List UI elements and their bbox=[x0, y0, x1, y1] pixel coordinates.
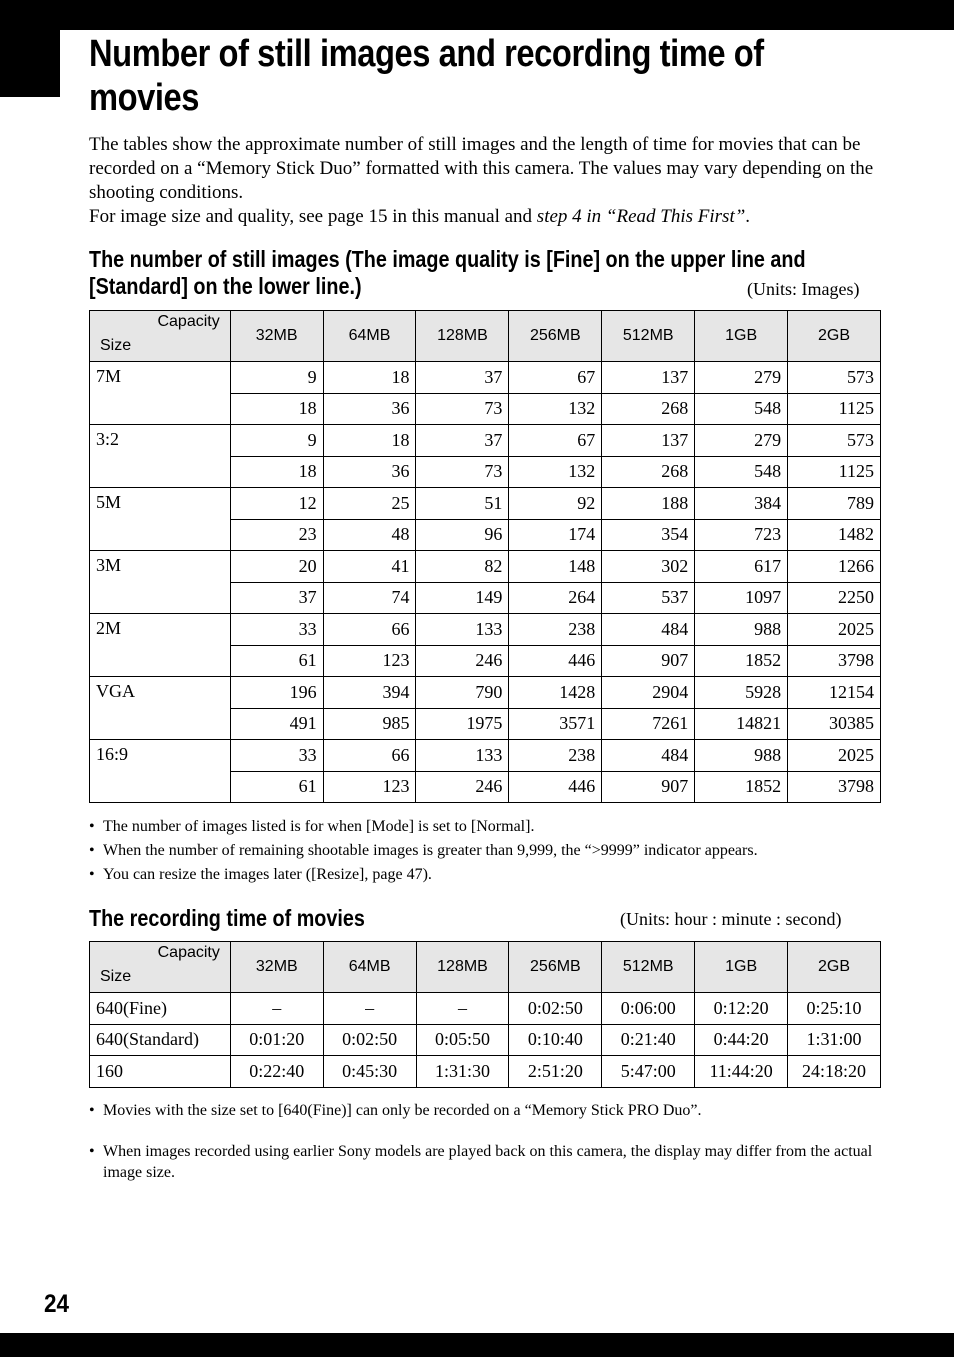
intro-text bbox=[89, 133, 889, 229]
fine-value-cell: 573 bbox=[788, 425, 881, 457]
standard-value-cell: 123 bbox=[323, 645, 416, 677]
fine-value-cell: 37 bbox=[416, 425, 509, 457]
intro-reference-link: step 4 in “Read This First” bbox=[536, 206, 746, 227]
standard-value-cell: 73 bbox=[416, 393, 509, 425]
standard-value-cell: 14821 bbox=[695, 708, 788, 740]
size-label: 7M bbox=[90, 362, 231, 425]
stills-header-corner bbox=[90, 311, 231, 362]
standard-value-cell: 268 bbox=[602, 393, 695, 425]
time-value-cell: 0:44:20 bbox=[695, 1024, 788, 1056]
fine-value-cell: 37 bbox=[416, 362, 509, 394]
time-value-cell: 0:45:30 bbox=[323, 1056, 416, 1088]
fine-value-cell: 18 bbox=[323, 362, 416, 394]
standard-value-cell: 1125 bbox=[788, 456, 881, 488]
standard-value-cell: 246 bbox=[416, 645, 509, 677]
fine-value-cell: 617 bbox=[695, 551, 788, 583]
fine-value-cell: 196 bbox=[230, 677, 323, 709]
standard-value-cell: 264 bbox=[509, 582, 602, 614]
column-header: 512MB bbox=[602, 311, 695, 362]
standard-value-cell: 3798 bbox=[788, 645, 881, 677]
header-size-label: Size bbox=[100, 337, 132, 354]
standard-value-cell: 30385 bbox=[788, 708, 881, 740]
size-label: 3M bbox=[90, 551, 231, 614]
bottom-black-bar bbox=[0, 1333, 954, 1357]
fine-value-cell: 33 bbox=[230, 740, 323, 772]
fine-value-cell: 384 bbox=[695, 488, 788, 520]
fine-value-cell: 1428 bbox=[509, 677, 602, 709]
fine-value-cell: 67 bbox=[509, 425, 602, 457]
fine-value-cell: 92 bbox=[509, 488, 602, 520]
fine-value-cell: 1266 bbox=[788, 551, 881, 583]
table-row bbox=[90, 677, 881, 709]
time-value-cell: 0:25:10 bbox=[788, 993, 881, 1025]
fine-value-cell: 238 bbox=[509, 614, 602, 646]
time-value-cell: – bbox=[230, 993, 323, 1025]
column-header: 32MB bbox=[230, 942, 323, 993]
standard-value-cell: 723 bbox=[695, 519, 788, 551]
fine-value-cell: 82 bbox=[416, 551, 509, 583]
size-label: 2M bbox=[90, 614, 231, 677]
time-value-cell: 0:02:50 bbox=[323, 1024, 416, 1056]
column-header: 256MB bbox=[509, 311, 602, 362]
movies-units-label: (Units: hour : minute : second) bbox=[620, 909, 842, 929]
standard-value-cell: 907 bbox=[602, 771, 695, 803]
fine-value-cell: 66 bbox=[323, 740, 416, 772]
time-value-cell: 0:22:40 bbox=[230, 1056, 323, 1088]
standard-value-cell: 246 bbox=[416, 771, 509, 803]
standard-value-cell: 36 bbox=[323, 393, 416, 425]
standard-value-cell: 907 bbox=[602, 645, 695, 677]
standard-value-cell: 548 bbox=[695, 456, 788, 488]
fine-value-cell: 9 bbox=[230, 362, 323, 394]
standard-value-cell: 96 bbox=[416, 519, 509, 551]
column-header: 1GB bbox=[695, 311, 788, 362]
movies-notes bbox=[89, 1100, 879, 1186]
page-title: Number of still images and recording time of movies bbox=[89, 33, 764, 119]
standard-value-cell: 548 bbox=[695, 393, 788, 425]
standard-value-cell: 18 bbox=[230, 393, 323, 425]
note-item: • When images recorded using earlier Sony models are played back on this camera, the display may differ from the actual image size. bbox=[89, 1141, 879, 1183]
time-value-cell: 0:01:20 bbox=[230, 1024, 323, 1056]
intro-paragraph-1: The tables show the approximate number of still images and the length of time for movies that can be recorded on a “Memory Stick Duo” formatted with this camera. The values may vary depending on the shooting conditions. bbox=[89, 134, 874, 203]
standard-value-cell: 23 bbox=[230, 519, 323, 551]
column-header: 64MB bbox=[323, 311, 416, 362]
time-value-cell: – bbox=[416, 993, 509, 1025]
standard-value-cell: 1852 bbox=[695, 771, 788, 803]
header-capacity-label: Capacity bbox=[157, 313, 220, 330]
size-label: 3:2 bbox=[90, 425, 231, 488]
time-value-cell: 11:44:20 bbox=[695, 1056, 788, 1088]
stills-heading-line-2: [Standard] on the lower line.) bbox=[89, 273, 362, 299]
fine-value-cell: 238 bbox=[509, 740, 602, 772]
time-value-cell: 0:02:50 bbox=[509, 993, 602, 1025]
standard-value-cell: 74 bbox=[323, 582, 416, 614]
column-header: 2GB bbox=[788, 311, 881, 362]
fine-value-cell: 5928 bbox=[695, 677, 788, 709]
fine-value-cell: 484 bbox=[602, 740, 695, 772]
table-row bbox=[90, 1056, 881, 1088]
time-value-cell: 0:05:50 bbox=[416, 1024, 509, 1056]
standard-value-cell: 37 bbox=[230, 582, 323, 614]
standard-value-cell: 491 bbox=[230, 708, 323, 740]
fine-value-cell: 573 bbox=[788, 362, 881, 394]
standard-value-cell: 7261 bbox=[602, 708, 695, 740]
time-value-cell: 24:18:20 bbox=[788, 1056, 881, 1088]
size-label: 640(Fine) bbox=[90, 993, 231, 1025]
standard-value-cell: 985 bbox=[323, 708, 416, 740]
table-row bbox=[90, 362, 881, 394]
fine-value-cell: 25 bbox=[323, 488, 416, 520]
intro-paragraph-2-suffix: . bbox=[745, 206, 751, 227]
table-row bbox=[90, 1024, 881, 1056]
movies-header-corner bbox=[90, 942, 231, 993]
fine-value-cell: 67 bbox=[509, 362, 602, 394]
fine-value-cell: 133 bbox=[416, 614, 509, 646]
fine-value-cell: 41 bbox=[323, 551, 416, 583]
fine-value-cell: 12 bbox=[230, 488, 323, 520]
standard-value-cell: 268 bbox=[602, 456, 695, 488]
standard-value-cell: 2250 bbox=[788, 582, 881, 614]
standard-value-cell: 123 bbox=[323, 771, 416, 803]
size-label: 160 bbox=[90, 1056, 231, 1088]
fine-value-cell: 302 bbox=[602, 551, 695, 583]
fine-value-cell: 988 bbox=[695, 740, 788, 772]
column-header: 64MB bbox=[323, 942, 416, 993]
intro-paragraph-2-prefix: For image size and quality, see page 15 in this manual and bbox=[89, 206, 537, 227]
standard-value-cell: 73 bbox=[416, 456, 509, 488]
time-value-cell: – bbox=[323, 993, 416, 1025]
time-value-cell: 5:47:00 bbox=[602, 1056, 695, 1088]
fine-value-cell: 988 bbox=[695, 614, 788, 646]
fine-value-cell: 394 bbox=[323, 677, 416, 709]
table-row bbox=[90, 740, 881, 772]
movies-header-row bbox=[90, 942, 881, 993]
fine-value-cell: 18 bbox=[323, 425, 416, 457]
column-header: 32MB bbox=[230, 311, 323, 362]
standard-value-cell: 446 bbox=[509, 645, 602, 677]
chapter-tab-marker bbox=[0, 30, 60, 97]
time-value-cell: 1:31:00 bbox=[788, 1024, 881, 1056]
stills-heading-line-1: The number of still images (The image quality is [Fine] on the upper line and bbox=[89, 246, 806, 272]
header-capacity-label: Capacity bbox=[157, 944, 220, 961]
standard-value-cell: 18 bbox=[230, 456, 323, 488]
column-header: 2GB bbox=[788, 942, 881, 993]
table-row bbox=[90, 551, 881, 583]
size-label: VGA bbox=[90, 677, 231, 740]
fine-value-cell: 137 bbox=[602, 425, 695, 457]
standard-value-cell: 132 bbox=[509, 393, 602, 425]
header-size-label: Size bbox=[100, 968, 132, 985]
note-item: • When the number of remaining shootable images is greater than 9,999, the “>9999” indicator appears. bbox=[89, 840, 879, 861]
standard-value-cell: 1125 bbox=[788, 393, 881, 425]
standard-value-cell: 446 bbox=[509, 771, 602, 803]
fine-value-cell: 9 bbox=[230, 425, 323, 457]
size-label: 640(Standard) bbox=[90, 1024, 231, 1056]
standard-value-cell: 61 bbox=[230, 645, 323, 677]
standard-value-cell: 1975 bbox=[416, 708, 509, 740]
stills-units-label: (Units: Images) bbox=[747, 279, 860, 299]
standard-value-cell: 1482 bbox=[788, 519, 881, 551]
time-value-cell: 0:10:40 bbox=[509, 1024, 602, 1056]
fine-value-cell: 66 bbox=[323, 614, 416, 646]
standard-value-cell: 132 bbox=[509, 456, 602, 488]
column-header: 512MB bbox=[602, 942, 695, 993]
time-value-cell: 1:31:30 bbox=[416, 1056, 509, 1088]
fine-value-cell: 790 bbox=[416, 677, 509, 709]
stills-heading bbox=[89, 246, 806, 300]
fine-value-cell: 188 bbox=[602, 488, 695, 520]
standard-value-cell: 36 bbox=[323, 456, 416, 488]
fine-value-cell: 12154 bbox=[788, 677, 881, 709]
standard-value-cell: 174 bbox=[509, 519, 602, 551]
time-value-cell: 0:12:20 bbox=[695, 993, 788, 1025]
intro-paragraph-2 bbox=[89, 205, 889, 229]
note-item: • The number of images listed is for when [Mode] is set to [Normal]. bbox=[89, 816, 879, 837]
time-value-cell: 2:51:20 bbox=[509, 1056, 602, 1088]
time-value-cell: 0:06:00 bbox=[602, 993, 695, 1025]
table-row bbox=[90, 993, 881, 1025]
table-row bbox=[90, 488, 881, 520]
page-number: 24 bbox=[44, 1290, 70, 1318]
standard-value-cell: 1097 bbox=[695, 582, 788, 614]
standard-value-cell: 1852 bbox=[695, 645, 788, 677]
stills-header-row bbox=[90, 311, 881, 362]
fine-value-cell: 2025 bbox=[788, 614, 881, 646]
fine-value-cell: 484 bbox=[602, 614, 695, 646]
standard-value-cell: 149 bbox=[416, 582, 509, 614]
standard-value-cell: 48 bbox=[323, 519, 416, 551]
standard-value-cell: 61 bbox=[230, 771, 323, 803]
fine-value-cell: 51 bbox=[416, 488, 509, 520]
note-item: • You can resize the images later ([Resize], page 47). bbox=[89, 864, 879, 885]
fine-value-cell: 789 bbox=[788, 488, 881, 520]
fine-value-cell: 2025 bbox=[788, 740, 881, 772]
fine-value-cell: 133 bbox=[416, 740, 509, 772]
fine-value-cell: 148 bbox=[509, 551, 602, 583]
stills-table bbox=[89, 310, 881, 803]
column-header: 128MB bbox=[416, 311, 509, 362]
movies-table bbox=[89, 941, 881, 1088]
table-row bbox=[90, 425, 881, 457]
fine-value-cell: 33 bbox=[230, 614, 323, 646]
note-item: • Movies with the size set to [640(Fine)] can only be recorded on a “Memory Stick PRO Duo”. bbox=[89, 1100, 879, 1121]
column-header: 256MB bbox=[509, 942, 602, 993]
standard-value-cell: 3571 bbox=[509, 708, 602, 740]
column-header: 1GB bbox=[695, 942, 788, 993]
size-label: 5M bbox=[90, 488, 231, 551]
fine-value-cell: 279 bbox=[695, 362, 788, 394]
fine-value-cell: 20 bbox=[230, 551, 323, 583]
movies-heading: The recording time of movies bbox=[89, 905, 365, 931]
standard-value-cell: 3798 bbox=[788, 771, 881, 803]
size-label: 16:9 bbox=[90, 740, 231, 803]
top-black-bar bbox=[0, 0, 954, 30]
fine-value-cell: 2904 bbox=[602, 677, 695, 709]
stills-notes bbox=[89, 816, 879, 888]
standard-value-cell: 354 bbox=[602, 519, 695, 551]
fine-value-cell: 137 bbox=[602, 362, 695, 394]
standard-value-cell: 537 bbox=[602, 582, 695, 614]
column-header: 128MB bbox=[416, 942, 509, 993]
table-row bbox=[90, 614, 881, 646]
time-value-cell: 0:21:40 bbox=[602, 1024, 695, 1056]
fine-value-cell: 279 bbox=[695, 425, 788, 457]
